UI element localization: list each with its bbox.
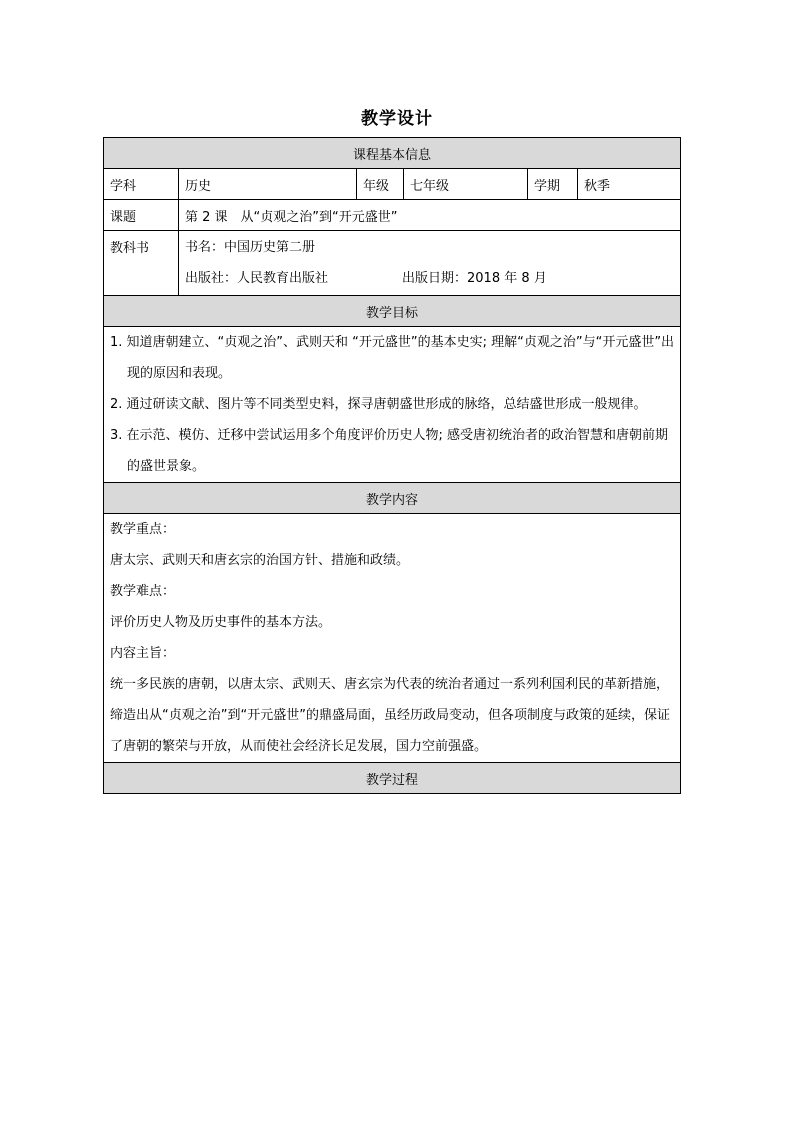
textbook-publish-date: 出版日期：2018 年 8 月	[402, 271, 547, 286]
row-topic	[104, 200, 681, 231]
section-basic-title: 课程基本信息	[104, 138, 681, 169]
goal-item: 1. 知道唐朝建立、“贞观之治”、武则天和 “开元盛世”的基本史实; 理解“贞观之治”与“开元盛世”出现的原因和表现。	[110, 335, 675, 381]
textbook-book-name: 书名：中国历史第二册	[185, 240, 316, 255]
section-header-content	[104, 483, 681, 514]
difficulty-text: 评价历史人物及历史事件的基本方法。	[110, 615, 332, 630]
section-header-goals	[104, 296, 681, 327]
goal-item: 3. 在示范、模仿、迁移中尝试运用多个角度评价历史人物; 感受唐初统治者的政治智慧和唐朝前期的盛世景象。	[110, 428, 669, 474]
row-goals	[104, 327, 681, 483]
goals-list	[104, 327, 681, 483]
difficulty-label: 教学难点：	[110, 584, 176, 599]
term-label: 学期	[528, 169, 578, 200]
row-content	[104, 514, 681, 763]
theme-text: 统一多民族的唐朝，以唐太宗、武则天、唐玄宗为代表的统治者通过一系列利国利民的革新措施，缔造出从“贞观之治”到“开元盛世”的鼎盛局面，虽经历政局变动，但各项制度与政策的延续，保证了唐朝的繁荣与开放，从而使社会经济长足发展，国力空前强盛。	[110, 677, 670, 754]
theme-label: 内容主旨：	[110, 646, 176, 661]
textbook-publisher-row	[185, 263, 674, 294]
section-goals-title: 教学目标	[104, 296, 681, 327]
key-points-label: 教学重点：	[110, 522, 176, 537]
section-content-title: 教学内容	[104, 483, 681, 514]
page-title: 教学设计	[361, 109, 433, 129]
section-header-basic	[104, 138, 681, 169]
row-subject	[104, 169, 681, 200]
textbook-info	[179, 231, 681, 296]
grade-value: 七年级	[404, 169, 528, 200]
goal-item: 2. 通过研读文献、图片等不同类型史料，探寻唐朝盛世形成的脉络，总结盛世形成一般规律。	[110, 397, 647, 412]
section-header-process	[104, 763, 681, 794]
textbook-label: 教科书	[104, 231, 179, 296]
topic-label: 课题	[104, 200, 179, 231]
content-body	[104, 514, 681, 763]
subject-label: 学科	[104, 169, 179, 200]
subject-value: 历史	[179, 169, 357, 200]
key-points-text: 唐太宗、武则天和唐玄宗的治国方针、措施和政绩。	[110, 553, 410, 568]
topic-value: 第 2 课 从“贞观之治”到“开元盛世”	[179, 200, 681, 231]
textbook-publisher: 出版社：人民教育出版社	[185, 271, 329, 286]
grade-label: 年级	[357, 169, 404, 200]
term-value: 秋季	[578, 169, 681, 200]
section-process-title: 教学过程	[104, 763, 681, 794]
row-textbook	[104, 231, 681, 296]
lesson-plan-table	[103, 137, 681, 794]
